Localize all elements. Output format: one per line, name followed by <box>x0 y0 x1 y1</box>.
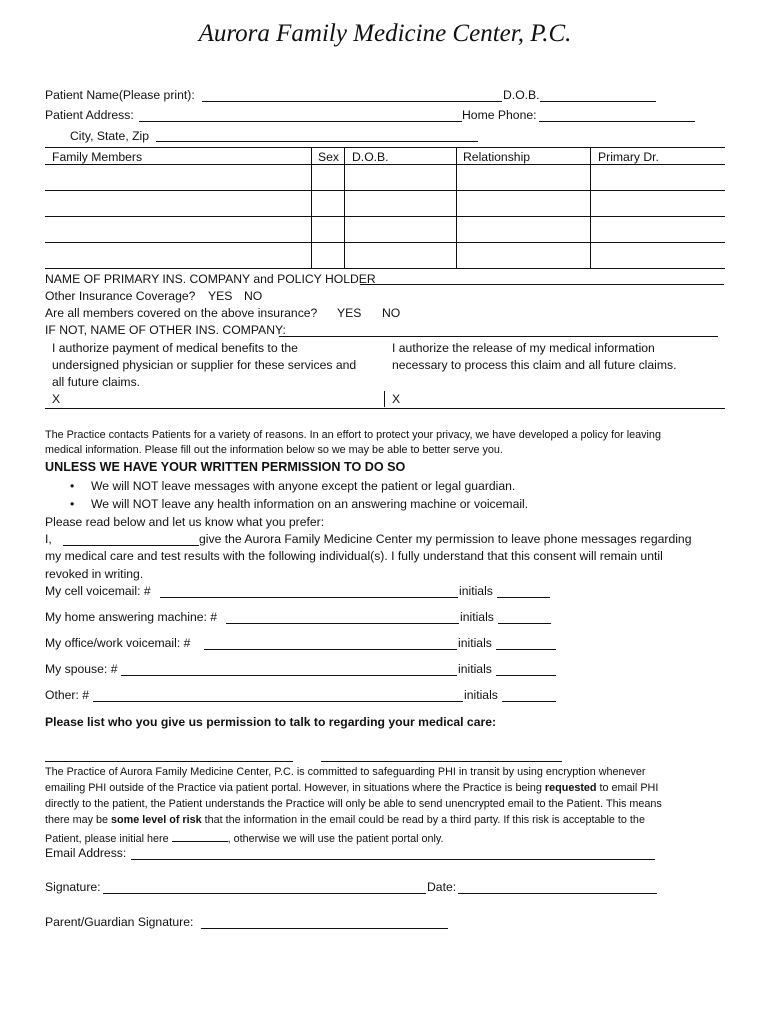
privacy-intro-line1: The Practice contacts Patients for a variety of reasons. In an effort to protect your privacy, we have developed a policy for leaving <box>45 429 661 441</box>
auth-release-line1: I authorize the release of my medical information <box>392 341 655 355</box>
bullet-icon: • <box>70 479 75 493</box>
table-col-divider <box>311 147 312 268</box>
email-policy-line3: directly to the patient, the Patient understands the Practice will only be able to send unencrypted email to the Patient. This means <box>45 798 662 810</box>
col-primary-dr: Primary Dr. <box>598 150 659 164</box>
auth-payment-line2: undersigned physician or supplier for these services and <box>52 358 357 372</box>
table-col-divider <box>344 147 345 268</box>
email-policy-line4: there may be some level of risk that the information in the email could be read by a third party. If this risk is acceptable to the <box>45 814 645 826</box>
col-relationship: Relationship <box>463 150 531 164</box>
contact-initials-label: initials <box>464 688 498 702</box>
all-covered-no[interactable]: NO <box>382 306 401 320</box>
table-top-border <box>45 147 725 148</box>
permission-heading: Please list who you give us permission to talk to regarding your medical care: <box>45 715 497 729</box>
contact-initials-label: initials <box>458 662 492 676</box>
page-title: Aurora Family Medicine Center, P.C. <box>198 20 572 47</box>
contact-number-field[interactable] <box>160 597 458 598</box>
consent-line3: revoked in writing. <box>45 567 144 581</box>
permission-person-field[interactable] <box>321 761 562 762</box>
table-col-divider <box>456 147 457 268</box>
dob-field[interactable] <box>540 101 656 102</box>
table-row-divider <box>45 216 725 217</box>
permission-person-field[interactable] <box>45 761 293 762</box>
auth-payment-line3: all future claims. <box>52 375 141 389</box>
other-coverage-label: Other Insurance Coverage? <box>45 289 196 303</box>
privacy-bullet2: We will NOT leave any health information on an answering machine or voicemail. <box>91 497 529 511</box>
other-insurance-field[interactable] <box>279 336 718 337</box>
patient-address-field[interactable] <box>139 121 462 122</box>
other-insurance-label: IF NOT, NAME OF OTHER INS. COMPANY: <box>45 323 286 337</box>
table-col-divider <box>590 147 591 268</box>
home-phone-field[interactable] <box>539 121 695 122</box>
table-row-divider <box>45 164 725 165</box>
city-state-zip-field[interactable] <box>156 141 478 142</box>
patient-name-field[interactable] <box>202 101 502 102</box>
email-risk-initials-field[interactable] <box>172 830 228 842</box>
contact-initials-field[interactable] <box>496 675 556 676</box>
all-covered-label: Are all members covered on the above insurance? <box>45 306 318 320</box>
home-phone-label: Home Phone: <box>462 108 537 122</box>
patient-address-label: Patient Address: <box>45 108 134 122</box>
col-dob: D.O.B. <box>352 150 389 164</box>
col-sex: Sex <box>318 150 340 164</box>
contact-label: My spouse: # <box>45 662 118 676</box>
table-row-divider <box>45 190 725 191</box>
all-covered-yes[interactable]: YES <box>337 306 362 320</box>
contact-number-field[interactable] <box>226 623 459 624</box>
contact-initials-field[interactable] <box>502 701 556 702</box>
signature-label: Signature: <box>45 880 101 894</box>
guardian-signature-field[interactable] <box>201 928 448 929</box>
contact-label: My home answering machine: # <box>45 610 218 624</box>
contact-label: My cell voicemail: # <box>45 584 151 598</box>
contact-label: Other: # <box>45 688 90 702</box>
auth-signature-line[interactable] <box>45 408 725 409</box>
auth-payment-line1: I authorize payment of medical benefits to the <box>52 341 298 355</box>
dob-label: D.O.B. <box>503 88 540 102</box>
email-address-label: Email Address: <box>45 846 127 860</box>
patient-name-label: Patient Name(Please print): <box>45 88 195 102</box>
contact-number-field[interactable] <box>204 649 457 650</box>
bullet-icon: • <box>70 497 75 511</box>
primary-insurance-field[interactable] <box>360 284 724 285</box>
contact-initials-label: initials <box>459 584 493 598</box>
privacy-intro-line2: medical information. Please fill out the information below so we may be able to better serve you. <box>45 444 503 456</box>
auth-payment-x: X <box>52 392 61 406</box>
consent-i: I, <box>45 532 52 546</box>
email-policy-line5: Patient, please initial here , otherwise we will use the patient portal only. <box>45 830 444 845</box>
email-address-field[interactable] <box>131 859 655 860</box>
consent-line2: my medical care and test results with the following individual(s). I fully understand that this consent will remain until <box>45 549 663 563</box>
city-state-zip-label: City, State, Zip <box>70 129 150 143</box>
consent-line1: give the Aurora Family Medicine Center my permission to leave phone messages regarding <box>199 532 692 546</box>
date-label: Date: <box>427 880 457 894</box>
auth-release-x: X <box>392 392 401 406</box>
contact-initials-label: initials <box>460 610 494 624</box>
other-coverage-no[interactable]: NO <box>244 289 263 303</box>
signature-field[interactable] <box>103 893 426 894</box>
email-policy-line1: The Practice of Aurora Family Medicine Center, P.C. is committed to safeguarding PHI in transit by using encryption whenever <box>45 766 646 778</box>
table-row-divider <box>45 268 725 269</box>
privacy-prefer: Please read below and let us know what you prefer: <box>45 515 325 529</box>
contact-initials-field[interactable] <box>496 649 556 650</box>
email-policy-line2: emailing PHI outside of the Practice via patient portal. However, in situations where the Practice is being requested to email PHI <box>45 782 659 794</box>
contact-label: My office/work voicemail: # <box>45 636 191 650</box>
auth-release-line2: necessary to process this claim and all future claims. <box>392 358 677 372</box>
col-family-members: Family Members <box>52 150 143 164</box>
consent-name-field[interactable] <box>63 545 199 546</box>
guardian-signature-label: Parent/Guardian Signature: <box>45 915 194 929</box>
table-row-divider <box>45 242 725 243</box>
other-coverage-yes[interactable]: YES <box>208 289 233 303</box>
primary-insurance-label: NAME OF PRIMARY INS. COMPANY and POLICY HOLDER <box>45 272 376 286</box>
privacy-bullet1: We will NOT leave messages with anyone except the patient or legal guardian. <box>91 479 516 493</box>
privacy-heading: UNLESS WE HAVE YOUR WRITTEN PERMISSION TO DO SO <box>45 460 406 474</box>
contact-initials-label: initials <box>458 636 492 650</box>
contact-number-field[interactable] <box>121 675 457 676</box>
contact-initials-field[interactable] <box>498 623 551 624</box>
auth-divider <box>384 391 385 407</box>
contact-number-field[interactable] <box>93 701 463 702</box>
date-field[interactable] <box>458 893 657 894</box>
contact-initials-field[interactable] <box>497 597 550 598</box>
